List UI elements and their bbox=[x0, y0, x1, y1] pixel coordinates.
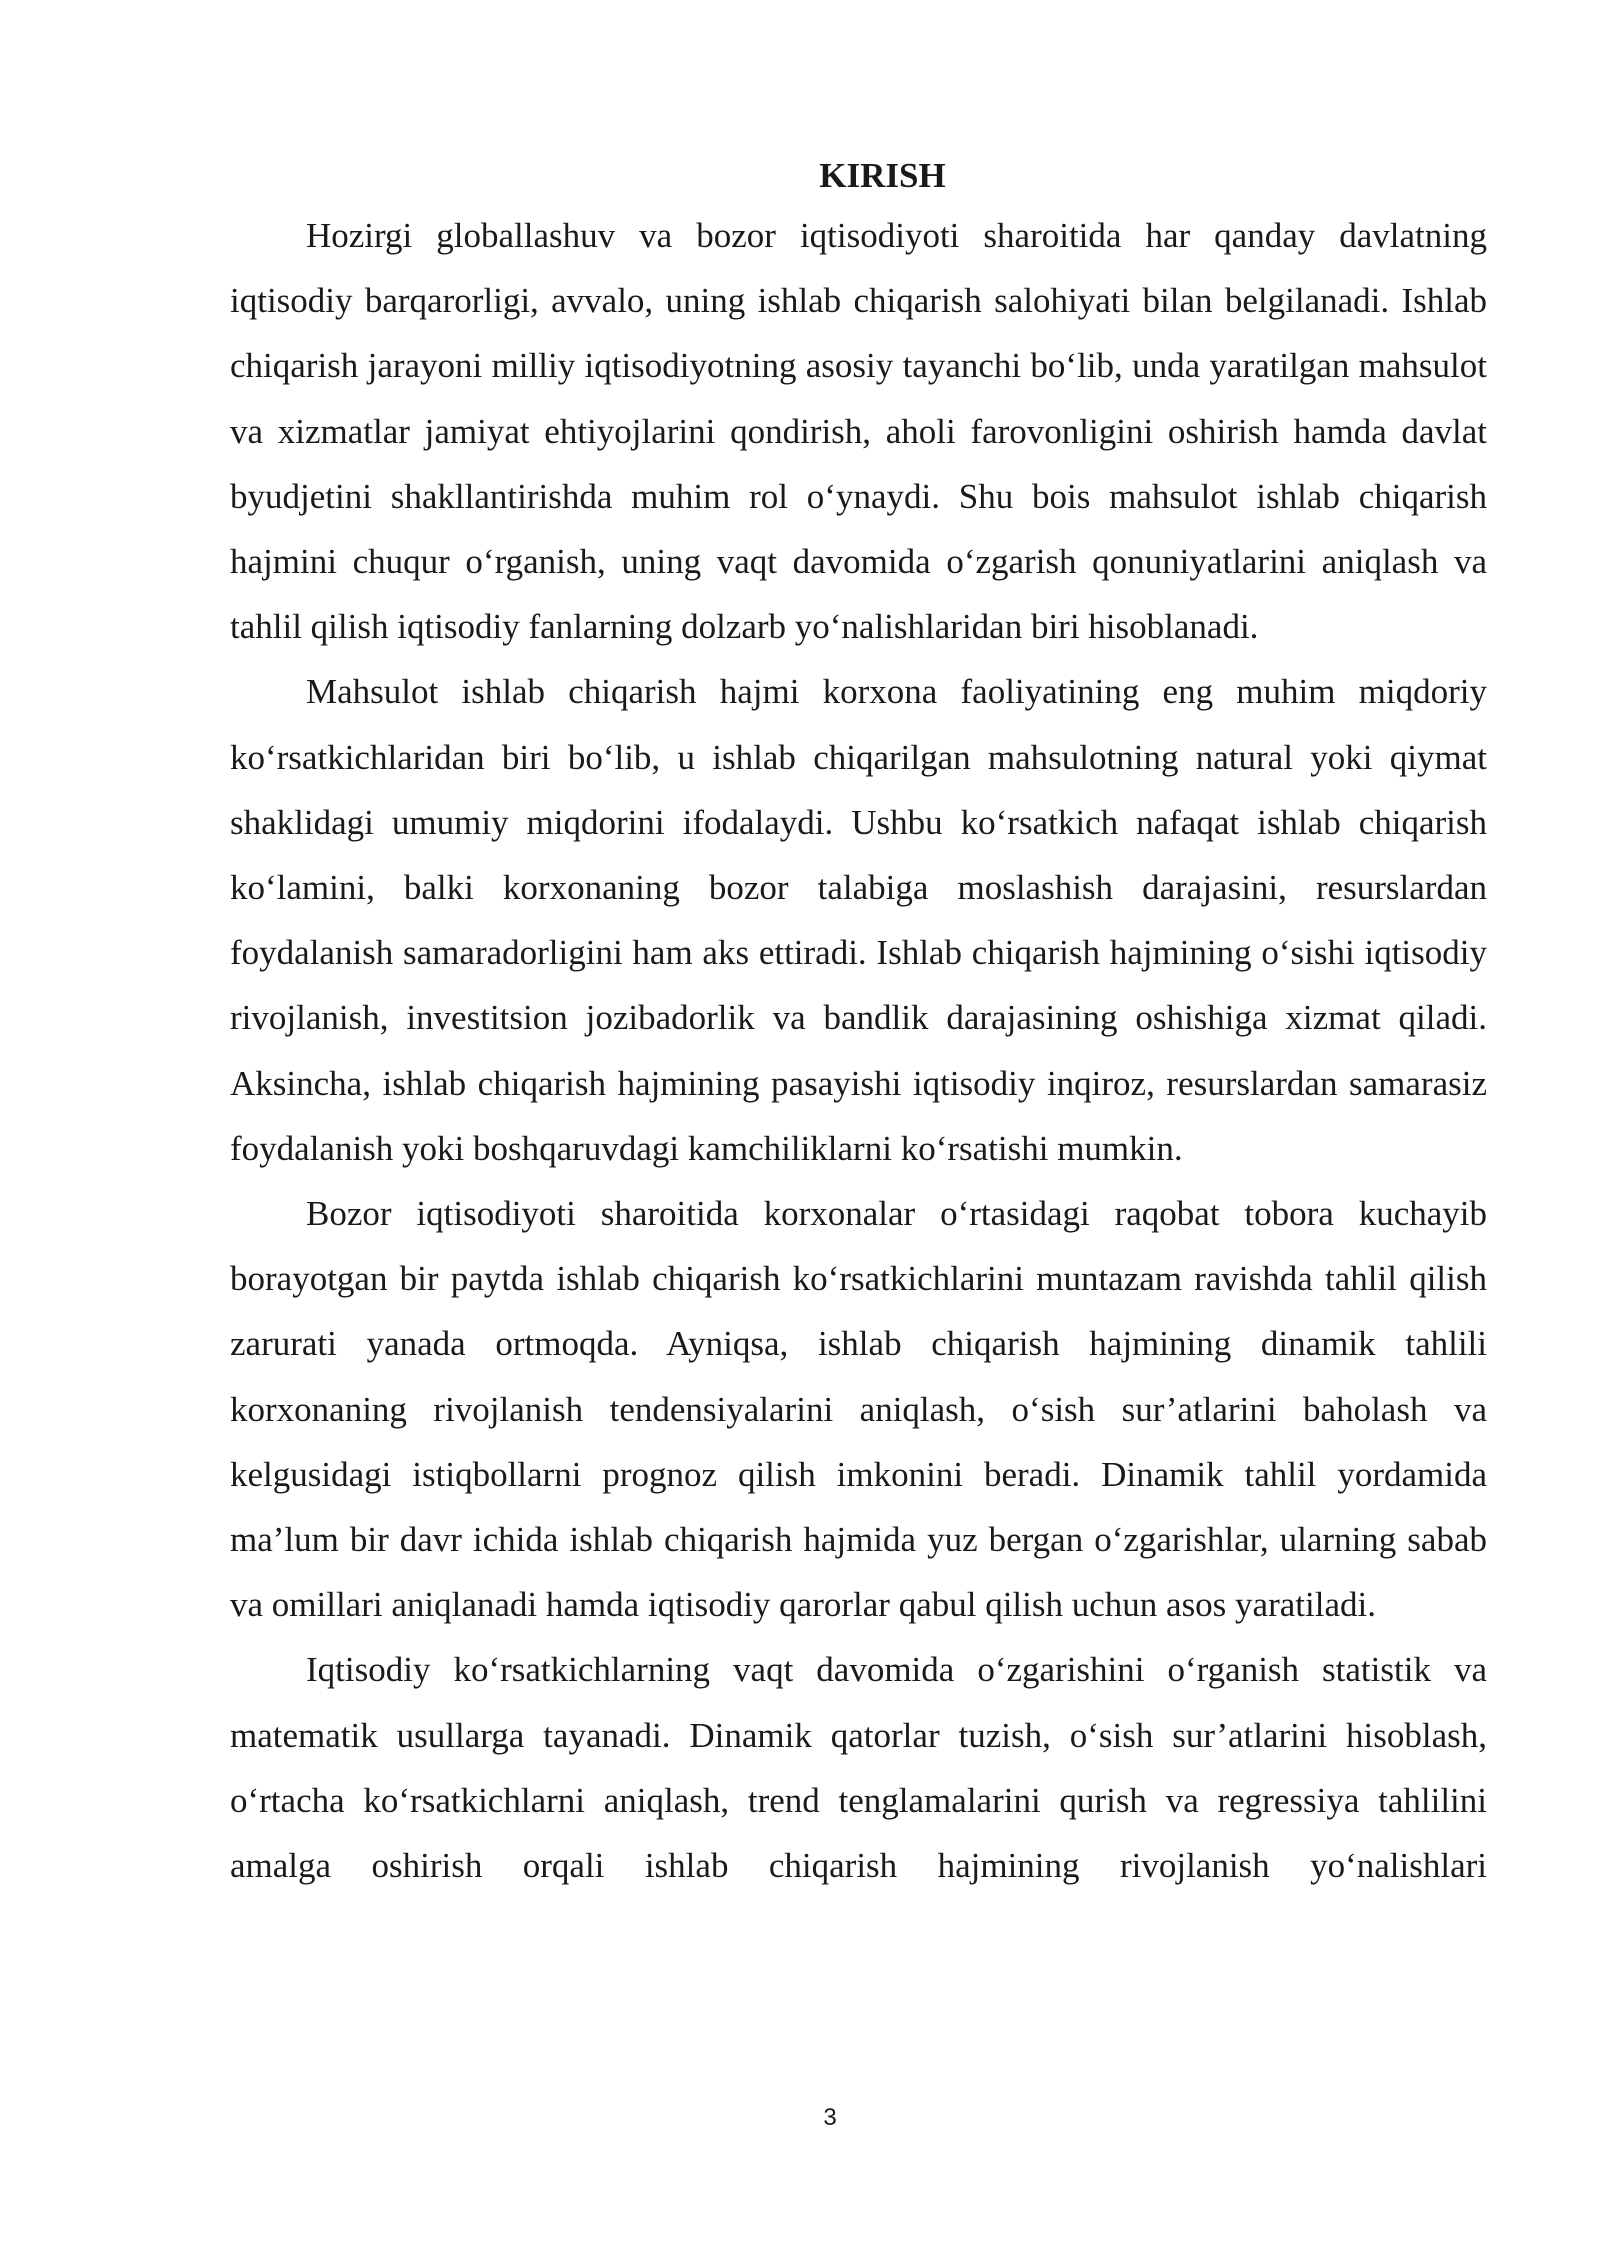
page-body bbox=[230, 150, 1487, 1898]
paragraph-1: Hozirgi globallashuv va bozor iqtisodiyoti sharoitida har qanday davlatning iqtisodiy barqarorligi, avvalo, uning ishlab chiqarish salohiyati bilan belgilanadi. Ishlab chiqarish jarayoni milliy iqtisodiyotning asosiy tayanchi bo‘lib, unda yaratilgan mahsulot va xizmatlar jamiyat ehtiyojlarini qondirish, aholi farovonligini oshirish hamda davlat byudjetini shakllantirishda muhim rol o‘ynaydi. Shu bois mahsulot ishlab chiqarish hajmini chuqur o‘rganish, uning vaqt davomida o‘zgarish qonuniyatlarini aniqlash va tahlil qilish iqtisodiy fanlarning dolzarb yo‘nalishlaridan biri hisoblanadi. bbox=[230, 216, 1487, 647]
paragraph-4: Iqtisodiy ko‘rsatkichlarning vaqt davomida o‘zgarishini o‘rganish statistik va matematik usullarga tayanadi. Dinamik qatorlar tuzish, o‘sish sur’atlarini hisoblash, o‘rtacha ko‘rsatkichlarni aniqlash, trend tenglamalarini qurish va regressiya tahlilini amalga oshirish orqali ishlab chiqarish hajmining rivojlanish yo‘nalishlari bbox=[230, 1650, 1487, 1886]
paragraph-2: Mahsulot ishlab chiqarish hajmi korxona faoliyatining eng muhim miqdoriy ko‘rsatkichlaridan biri bo‘lib, u ishlab chiqarilgan mahsulotning natural yoki qiymat shaklidagi umumiy miqdorini ifodalaydi. Ushbu ko‘rsatkich nafaqat ishlab chiqarish ko‘lamini, balki korxonaning bozor talabiga moslashish darajasini, resurslardan foydalanish samaradorligini ham aks ettiradi. Ishlab chiqarish hajmining o‘sishi iqtisodiy rivojlanish, investitsion jozibadorlik va bandlik darajasining oshishiga xizmat qiladi. Aksincha, ishlab chiqarish hajmining pasayishi iqtisodiy inqiroz, resurslardan samarasiz foydalanish yoki boshqaruvdagi kamchiliklarni ko‘rsatishi mumkin. bbox=[230, 672, 1487, 1168]
paragraph-3: Bozor iqtisodiyoti sharoitida korxonalar o‘rtasidagi raqobat tobora kuchayib borayotgan bir paytda ishlab chiqarish ko‘rsatkichlarini muntazam ravishda tahlil qilish zarurati yanada ortmoqda. Ayniqsa, ishlab chiqarish hajmining dinamik tahlili korxonaning rivojlanish tendensiyalarini aniqlash, o‘sish sur’atlarini baholash va kelgusidagi istiqbollarni prognoz qilish imkonini beradi. Dinamik tahlil yordamida ma’lum bir davr ichida ishlab chiqarish hajmida yuz bergan o‘zgarishlar, ularning sabab va omillari aniqlanadi hamda iqtisodiy qarorlar qabul qilish uchun asos yaratiladi. bbox=[230, 1194, 1487, 1625]
section-heading: KIRISH bbox=[819, 156, 946, 195]
page-number: 3 bbox=[823, 2104, 837, 2131]
